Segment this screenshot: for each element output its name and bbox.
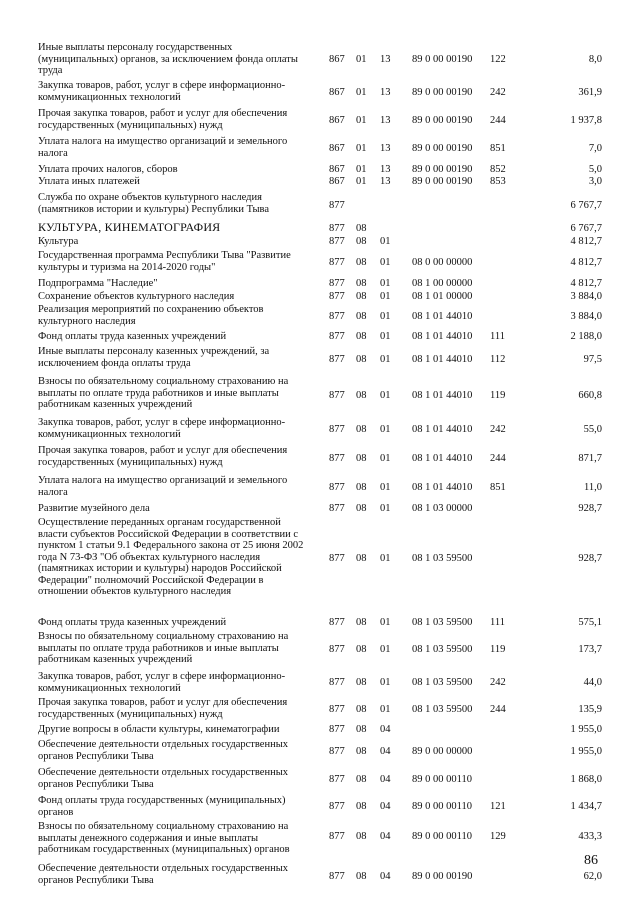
cell-csr: 08 1 03 59500 (412, 677, 473, 688)
cell-ved: 877 (329, 553, 345, 564)
cell-rz: 08 (356, 644, 367, 655)
cell-ved: 877 (329, 677, 345, 688)
cell-pr: 01 (380, 310, 391, 322)
cell-ved: 877 (329, 200, 345, 211)
cell-name: Государственная программа Республики Тыва "Развитие культуры и туризма на 2014-2020 годы" (38, 250, 291, 273)
cell-sum: 433,3 (578, 831, 602, 842)
cell-ved: 877 (329, 278, 345, 289)
cell-name: Обеспечение деятельности отдельных государственных органов Республики Тыва (38, 863, 288, 886)
cell-rz: 01 (356, 54, 367, 65)
cell-name: Взносы по обязательному социальному страхованию на выплаты денежного содержания и иные выплаты работникам государственных (муниципальных) органов (38, 821, 290, 855)
table-row (0, 617, 640, 631)
cell-csr: 08 1 00 00000 (412, 278, 473, 289)
table-row (0, 417, 640, 445)
cell-ved: 877 (329, 774, 345, 785)
cell-ved: 877 (329, 257, 345, 268)
cell-rz: 08 (356, 354, 367, 365)
cell-pr: 01 (380, 503, 391, 514)
cell-rz: 01 (356, 176, 367, 187)
cell-ved: 867 (329, 176, 345, 187)
cell-vr: 121 (490, 801, 506, 812)
cell-csr: 08 1 01 44010 (412, 354, 473, 365)
cell-csr: 08 0 00 00000 (412, 257, 473, 268)
cell-csr: 08 1 01 44010 (412, 424, 473, 435)
cell-csr: 08 1 03 59500 (412, 617, 473, 628)
cell-name: Служба по охране объектов культурного наследия (памятников истории и культуры) Республики Тыва (38, 192, 270, 215)
cell-csr: 89 0 00 00000 (412, 746, 473, 757)
cell-ved: 877 (329, 644, 345, 655)
cell-pr: 01 (380, 703, 391, 715)
cell-name: КУЛЬТУРА, КИНЕМАТОГРАФИЯ (38, 220, 221, 234)
cell-name: Прочая закупка товаров, работ и услуг для обеспечения государственных (муниципальных) нужд (38, 445, 288, 468)
cell-sum: 2 188,0 (570, 331, 602, 342)
cell-csr: 89 0 00 00190 (412, 871, 473, 882)
cell-rz: 08 (356, 236, 367, 247)
cell-name: Уплата прочих налогов, сборов (38, 164, 178, 175)
cell-sum: 1 955,0 (570, 746, 602, 757)
cell-sum: 660,8 (578, 389, 602, 401)
cell-pr: 01 (380, 354, 391, 365)
table-row (0, 108, 640, 136)
cell-sum: 44,0 (583, 677, 602, 688)
cell-sum: 871,7 (578, 453, 602, 464)
cell-ved: 877 (329, 223, 345, 234)
cell-sum: 1 955,0 (570, 724, 602, 735)
cell-name: Иные выплаты персоналу государственных (муниципальных) органов, за исключением фонда оплаты труда (38, 42, 298, 76)
cell-name: Взносы по обязательному социальному страхованию на выплаты по оплате труда работников и иные выплаты работникам казенных учреждений (38, 376, 289, 410)
cell-rz: 08 (356, 801, 367, 812)
cell-pr: 01 (380, 644, 391, 655)
cell-name: Фонд оплаты труда казенных учреждений (38, 331, 227, 342)
cell-pr: 04 (380, 774, 391, 785)
cell-sum: 4 812,7 (570, 257, 602, 268)
page-number: 86 (584, 853, 598, 868)
cell-ved: 877 (329, 453, 345, 464)
table-row (0, 176, 640, 192)
cell-ved: 877 (329, 389, 345, 401)
cell-pr: 04 (380, 746, 391, 757)
cell-csr: 89 0 00 00190 (412, 54, 473, 65)
table-row (0, 671, 640, 697)
cell-pr: 01 (380, 331, 391, 342)
cell-csr: 89 0 00 00190 (412, 87, 473, 98)
cell-pr: 04 (380, 871, 391, 882)
cell-sum: 4 812,7 (570, 278, 602, 289)
cell-ved: 877 (329, 291, 345, 302)
cell-rz: 08 (356, 617, 367, 628)
cell-sum: 928,7 (578, 553, 602, 564)
cell-pr: 13 (380, 143, 391, 154)
cell-csr: 08 1 01 44010 (412, 482, 473, 493)
table-row (0, 250, 640, 278)
cell-ved: 877 (329, 503, 345, 514)
cell-pr: 01 (380, 553, 391, 564)
cell-ved: 867 (329, 54, 345, 65)
cell-pr: 01 (380, 236, 391, 247)
cell-rz: 01 (356, 164, 367, 175)
cell-name: Осуществление переданных органам государственной власти субъектов Российской Федерации в соответствии с пунктом 1 статьи 9.1 Федерального закона от 25 июня 2002 года N 73-ФЗ "Об объектах культурного наследия (памятниках истории и культуры) народов Российской Федерации" полномочий Российской Федерации в отношении объектов культурного наследия (38, 517, 304, 597)
cell-rz: 01 (356, 87, 367, 98)
cell-vr: 122 (490, 54, 506, 65)
cell-vr: 119 (490, 644, 506, 655)
cell-sum: 8,0 (588, 54, 602, 65)
cell-pr: 13 (380, 87, 391, 98)
cell-ved: 877 (329, 331, 345, 342)
cell-csr: 89 0 00 00110 (412, 831, 472, 842)
cell-vr: 242 (490, 87, 506, 98)
cell-name: Закупка товаров, работ, услуг в сфере информационно-коммуникационных технологий (38, 80, 286, 103)
cell-vr: 244 (490, 703, 506, 715)
table-row (0, 503, 640, 517)
budget-table (0, 42, 640, 891)
cell-ved: 877 (329, 236, 345, 247)
cell-vr: 119 (490, 389, 506, 401)
cell-name: Прочая закупка товаров, работ и услуг для обеспечения государственных (муниципальных) нужд (38, 697, 288, 720)
cell-name: Сохранение объектов культурного наследия (38, 291, 235, 302)
cell-rz: 08 (356, 331, 367, 342)
cell-name: Другие вопросы в области культуры, кинематографии (38, 724, 280, 735)
cell-rz: 08 (356, 831, 367, 842)
cell-csr: 08 1 01 00000 (412, 291, 473, 302)
cell-csr: 89 0 00 00190 (412, 115, 473, 126)
cell-pr: 13 (380, 164, 391, 175)
table-row (0, 192, 640, 222)
table-row (0, 346, 640, 376)
cell-csr: 89 0 00 00190 (412, 164, 473, 175)
table-row (0, 724, 640, 739)
cell-vr: 112 (490, 354, 506, 365)
cell-rz: 08 (356, 703, 367, 715)
cell-vr: 242 (490, 424, 506, 435)
cell-vr: 111 (490, 331, 505, 342)
cell-pr: 01 (380, 291, 391, 302)
cell-pr: 13 (380, 115, 391, 126)
cell-ved: 877 (329, 482, 345, 493)
cell-sum: 1 937,8 (570, 115, 602, 126)
cell-sum: 11,0 (584, 482, 602, 493)
cell-csr: 08 1 01 44010 (412, 453, 473, 464)
cell-ved: 877 (329, 617, 345, 628)
cell-pr: 04 (380, 801, 391, 812)
cell-name: Фонд оплаты труда государственных (муниципальных) органов (38, 795, 286, 818)
cell-pr: 01 (380, 453, 391, 464)
cell-sum: 3 884,0 (570, 291, 602, 302)
cell-rz: 01 (356, 143, 367, 154)
cell-name: Уплата иных платежей (38, 176, 140, 187)
table-row (0, 164, 640, 176)
cell-sum: 1 868,0 (570, 774, 602, 785)
cell-rz: 08 (356, 724, 367, 735)
cell-name: Обеспечение деятельности отдельных государственных органов Республики Тыва (38, 739, 288, 762)
cell-rz: 08 (356, 424, 367, 435)
cell-sum: 4 812,7 (570, 236, 602, 247)
cell-pr: 04 (380, 831, 391, 842)
cell-rz: 08 (356, 677, 367, 688)
table-row (0, 278, 640, 291)
cell-sum: 928,7 (578, 503, 602, 514)
table-row (0, 304, 640, 331)
cell-csr: 08 1 03 59500 (412, 644, 473, 655)
cell-pr: 01 (380, 677, 391, 688)
table-row (0, 631, 640, 671)
table-row (0, 80, 640, 108)
cell-sum: 5,0 (588, 164, 602, 175)
cell-rz: 08 (356, 746, 367, 757)
cell-rz: 08 (356, 774, 367, 785)
cell-ved: 867 (329, 87, 345, 98)
cell-name: Подпрограмма "Наследие" (38, 278, 158, 289)
cell-sum: 6 767,7 (570, 223, 602, 234)
cell-pr: 01 (380, 617, 391, 628)
cell-vr: 244 (490, 115, 506, 126)
cell-rz: 08 (356, 389, 367, 401)
cell-vr: 852 (490, 164, 506, 175)
cell-sum: 7,0 (588, 143, 602, 154)
cell-ved: 877 (329, 724, 345, 735)
cell-name: Культура (38, 236, 79, 247)
cell-ved: 877 (329, 703, 345, 715)
table-row (0, 739, 640, 767)
table-row (0, 795, 640, 821)
cell-sum: 62,0 (583, 871, 602, 882)
cell-ved: 877 (329, 801, 345, 812)
cell-name: Уплата налога на имущество организаций и земельного налога (38, 136, 288, 159)
cell-name: Прочая закупка товаров, работ и услуг для обеспечения государственных (муниципальных) нужд (38, 108, 288, 131)
cell-pr: 01 (380, 389, 391, 401)
cell-ved: 877 (329, 354, 345, 365)
cell-sum: 575,1 (578, 617, 602, 628)
cell-ved: 877 (329, 871, 345, 882)
cell-vr: 129 (490, 831, 506, 842)
cell-ved: 877 (329, 310, 345, 322)
cell-vr: 111 (490, 617, 505, 628)
table-row (0, 697, 640, 724)
table-row (0, 291, 640, 304)
cell-rz: 08 (356, 553, 367, 564)
table-row (0, 42, 640, 80)
cell-ved: 877 (329, 831, 345, 842)
cell-sum: 361,9 (578, 87, 602, 98)
cell-name: Фонд оплаты труда казенных учреждений (38, 617, 227, 628)
cell-sum: 1 434,7 (570, 801, 602, 812)
table-row (0, 475, 640, 503)
cell-ved: 867 (329, 164, 345, 175)
cell-rz: 01 (356, 115, 367, 126)
cell-vr: 244 (490, 453, 506, 464)
cell-rz: 08 (356, 482, 367, 493)
cell-ved: 867 (329, 143, 345, 154)
cell-pr: 01 (380, 482, 391, 493)
cell-sum: 3,0 (588, 176, 602, 187)
table-row (0, 767, 640, 795)
cell-csr: 08 1 03 59500 (412, 553, 473, 564)
cell-sum: 6 767,7 (570, 200, 602, 211)
cell-pr: 01 (380, 424, 391, 435)
table-row (0, 445, 640, 475)
cell-vr: 851 (490, 143, 506, 154)
table-row (0, 222, 640, 236)
cell-pr: 13 (380, 176, 391, 187)
cell-pr: 04 (380, 724, 391, 735)
cell-name: Взносы по обязательному социальному страхованию на выплаты по оплате труда работников и иные выплаты работникам казенных учреждений (38, 631, 289, 665)
cell-name: Обеспечение деятельности отдельных государственных органов Республики Тыва (38, 767, 288, 790)
cell-name: Уплата налога на имущество организаций и земельного налога (38, 475, 288, 498)
cell-name: Реализация мероприятий по сохранению объектов культурного наследия (38, 304, 264, 327)
cell-csr: 89 0 00 00110 (412, 774, 472, 785)
cell-csr: 08 1 01 44010 (412, 310, 473, 322)
cell-pr: 01 (380, 257, 391, 268)
cell-csr: 08 1 03 59500 (412, 703, 473, 715)
cell-rz: 08 (356, 310, 367, 322)
cell-vr: 242 (490, 677, 506, 688)
cell-rz: 08 (356, 291, 367, 302)
cell-rz: 08 (356, 257, 367, 268)
cell-rz: 08 (356, 871, 367, 882)
table-row (0, 863, 640, 891)
cell-csr: 08 1 03 00000 (412, 503, 473, 514)
cell-name: Иные выплаты персоналу казенных учреждений, за исключением фонда оплаты труда (38, 346, 270, 369)
cell-name: Закупка товаров, работ, услуг в сфере информационно-коммуникационных технологий (38, 417, 286, 440)
table-row (0, 136, 640, 164)
table-row (0, 376, 640, 417)
cell-csr: 89 0 00 00110 (412, 801, 472, 812)
cell-vr: 853 (490, 176, 506, 187)
cell-sum: 3 884,0 (570, 310, 602, 322)
cell-rz: 08 (356, 223, 367, 234)
cell-rz: 08 (356, 278, 367, 289)
table-row (0, 236, 640, 250)
cell-sum: 173,7 (578, 644, 602, 655)
cell-ved: 877 (329, 746, 345, 757)
cell-pr: 01 (380, 278, 391, 289)
cell-csr: 89 0 00 00190 (412, 176, 473, 187)
cell-csr: 08 1 01 44010 (412, 331, 473, 342)
cell-sum: 97,5 (583, 354, 602, 365)
cell-name: Развитие музейного дела (38, 503, 150, 514)
cell-csr: 89 0 00 00190 (412, 143, 473, 154)
cell-csr: 08 1 01 44010 (412, 389, 473, 401)
cell-pr: 13 (380, 54, 391, 65)
table-row (0, 331, 640, 346)
cell-name: Закупка товаров, работ, услуг в сфере информационно-коммуникационных технологий (38, 671, 286, 694)
cell-rz: 08 (356, 453, 367, 464)
cell-sum: 55,0 (583, 424, 602, 435)
cell-ved: 867 (329, 115, 345, 126)
cell-sum: 135,9 (578, 703, 602, 715)
cell-ved: 877 (329, 424, 345, 435)
table-row (0, 821, 640, 863)
cell-rz: 08 (356, 503, 367, 514)
table-row (0, 517, 640, 617)
cell-vr: 851 (490, 482, 506, 493)
